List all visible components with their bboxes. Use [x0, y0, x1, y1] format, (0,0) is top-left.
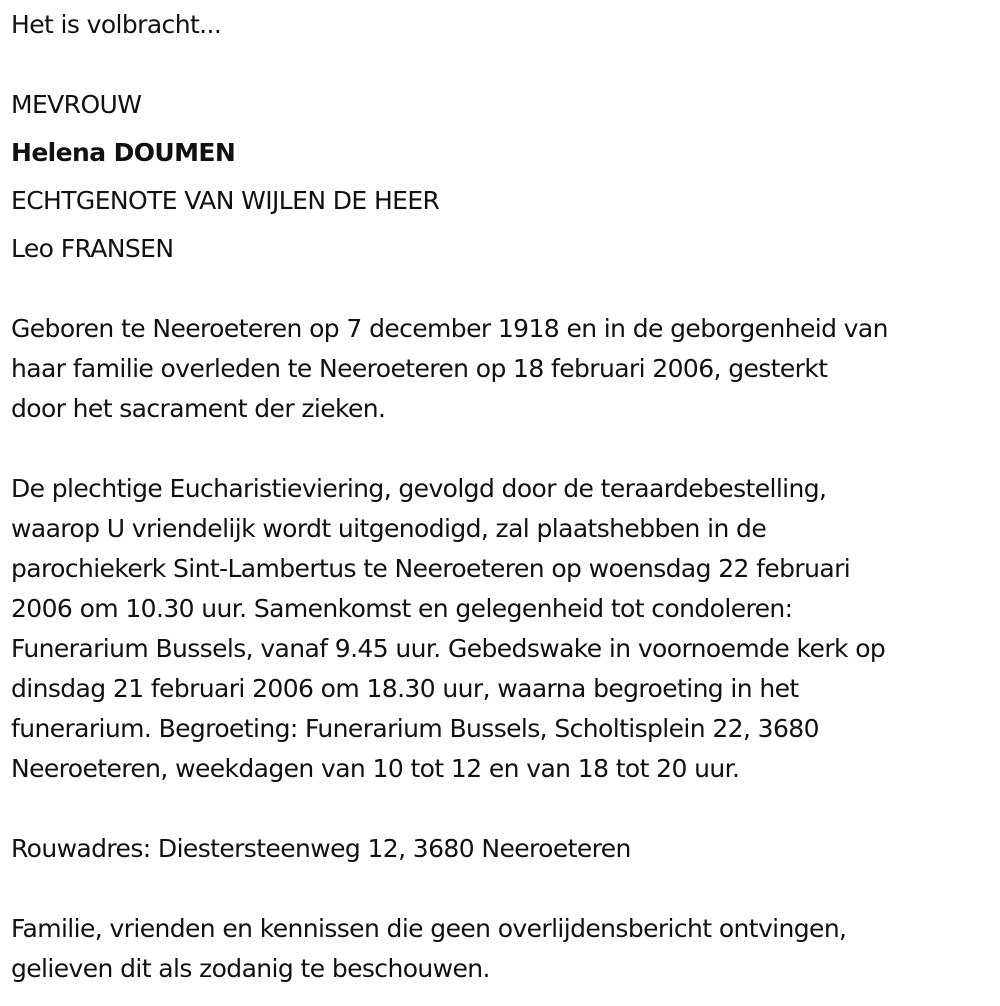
deceased-name: Helena DOUMEN: [11, 138, 236, 167]
paragraph-line: funerarium. Begroeting: Funerarium Bussels, Scholtisplein 22, 3680: [11, 714, 819, 743]
title-prefix: MEVROUW: [11, 90, 142, 119]
paragraph-line: Neeroeteren, weekdagen van 10 tot 12 en van 18 tot 20 uur.: [11, 754, 740, 783]
paragraph-line: De plechtige Eucharistieviering, gevolgd door de teraardebestelling,: [11, 474, 827, 503]
paragraph-line: Funerarium Bussels, vanaf 9.45 uur. Gebedswake in voornoemde kerk op: [11, 634, 886, 663]
paragraph-line: parochiekerk Sint-Lambertus te Neeroeteren op woensdag 22 februari: [11, 554, 851, 583]
opening-line: Het is volbracht...: [11, 10, 222, 39]
spouse-name: Leo FRANSEN: [11, 234, 174, 263]
paragraph-line: haar familie overleden te Neeroeteren op 18 februari 2006, gesterkt: [11, 354, 828, 383]
paragraph-line: door het sacrament der zieken.: [11, 394, 386, 423]
paragraph-line: 2006 om 10.30 uur. Samenkomst en gelegenheid tot condoleren:: [11, 594, 793, 623]
paragraph-line: Familie, vrienden en kennissen die geen overlijdensbericht ontvingen,: [11, 914, 847, 943]
paragraph-line: dinsdag 21 februari 2006 om 18.30 uur, waarna begroeting in het: [11, 674, 799, 703]
paragraph-line: waarop U vriendelijk wordt uitgenodigd, zal plaatshebben in de: [11, 514, 767, 543]
paragraph-line: Geboren te Neeroeteren op 7 december 1918 en in de geborgenheid van: [11, 314, 888, 343]
relation-line: ECHTGENOTE VAN WIJLEN DE HEER: [11, 186, 440, 215]
mourning-address: Rouwadres: Diestersteenweg 12, 3680 Neeroeteren: [11, 834, 631, 863]
paragraph-line: gelieven dit als zodanig te beschouwen.: [11, 954, 490, 983]
